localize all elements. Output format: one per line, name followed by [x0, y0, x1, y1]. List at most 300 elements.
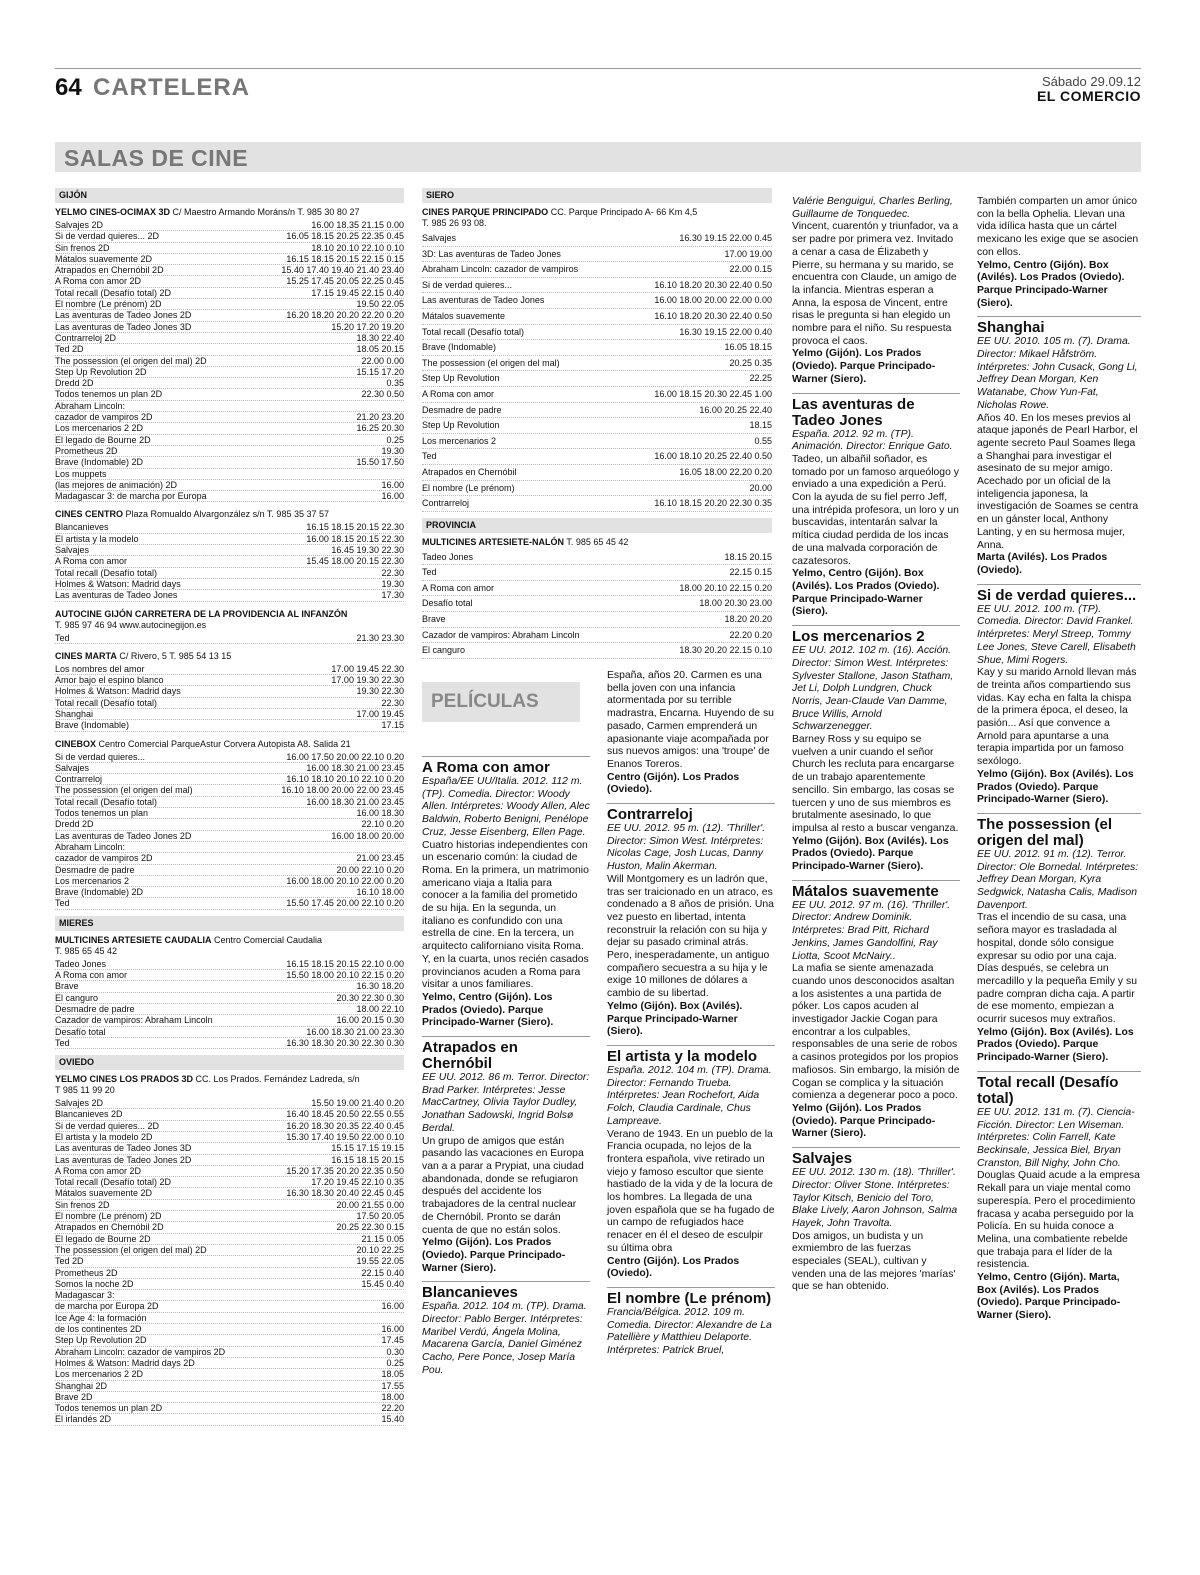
showtime-times: 16.25 20.30 [356, 423, 404, 434]
showtime-times: 16.00 18.15 20.30 22.45 1.00 [654, 388, 772, 399]
showtime-list [55, 522, 404, 601]
film-plot: Verano de 1943. En un pueblo de la Francia ocupada, no lejos de la frontera española, vive retirado un viejo y famoso escultor que siente hastiado de la vida y de la locura de los hombres. La llegada de una joven española que se ha fugado de un campo de refugiados hace renacer en él el deseo de esculpir su última obra [607, 1128, 775, 1254]
showtime-title: Si de verdad quieres... [55, 751, 146, 762]
showtime-times: 18.05 [381, 1369, 404, 1380]
showtime-row [422, 418, 772, 434]
peliculas-title: PELÍCULAS [431, 691, 539, 712]
showtime-row [422, 278, 772, 294]
showtime-times: 16.10 18.15 20.20 22.30 0.35 [654, 498, 772, 509]
showtime-row [422, 371, 772, 387]
showtime-row [55, 698, 404, 709]
showtime-title: Desmadre de padre [422, 404, 502, 415]
showtime-times: 20.25 0.35 [729, 357, 772, 368]
showtime-row [55, 423, 404, 434]
showtime-row [55, 808, 404, 819]
showtime-times: 22.30 [381, 567, 404, 578]
showtime-times: 15.15 17.20 [356, 366, 404, 377]
showtime-title: Cazador de vampiros: Abraham Lincoln [55, 1015, 213, 1026]
cinema-header: MULTICINES ARTESIETE CAUDALIA Centro Comercial Caudalia T. 985 65 45 42 [55, 934, 323, 956]
showtime-row [55, 785, 404, 796]
showtime-row [55, 401, 404, 412]
showtime-title: Las aventuras de Tadeo Jones 2D [55, 310, 192, 321]
showtime-times: 17.15 19.45 22.15 0.40 [311, 287, 404, 298]
showtime-title: Si de verdad quieres... [422, 279, 513, 290]
showtime-times: 17.00 19.45 22.30 [331, 663, 404, 674]
showtime-title: Todos tenemos un plan 2D [55, 389, 163, 400]
region-mieres: MIERES [55, 916, 404, 931]
showtime-title: Salvajes [55, 545, 90, 556]
showtime-row [422, 496, 772, 512]
showtime-title: Tadeo Jones [422, 551, 474, 562]
showtime-row [55, 853, 404, 864]
showtime-title: (las mejores de animación) 2D [55, 479, 178, 490]
showtime-row [422, 449, 772, 465]
film-title: El artista y la modelo [607, 1045, 775, 1065]
showtime-list [55, 959, 404, 1049]
showtime-times: 16.00 18.35 21.15 0.00 [311, 220, 404, 230]
showtime-times: 18.00 [381, 1391, 404, 1402]
showtime-title: Las aventuras de Tadeo Jones 2D [55, 830, 192, 841]
showtime-times: 15.45 18.00 20.15 22.30 [306, 556, 404, 567]
film-title: Atrapados en Chernóbil [422, 1036, 590, 1072]
showtime-title: Sin frenos 2D [55, 1199, 110, 1210]
showtime-row [55, 1358, 404, 1369]
showtime-title: Abraham Lincoln: cazador de vampiros 2D [55, 1346, 226, 1357]
column-2 [422, 182, 772, 659]
showtime-times: 16.20 18.20 20.20 22.20 0.20 [286, 310, 404, 321]
showtime-title: The possession (el origen del mal) 2D [55, 355, 207, 366]
showtime-row [55, 1403, 404, 1414]
showtime-times: 0.55 [754, 435, 772, 446]
showtime-times: 16.00 18.30 21.00 23.30 [306, 1026, 404, 1037]
showtime-row [55, 522, 404, 533]
showtime-title: Dredd 2D [55, 378, 94, 389]
showtime-row [55, 709, 404, 720]
showtime-times: 21.20 23.20 [356, 412, 404, 423]
showtime-times: 16.30 18.20 [356, 981, 404, 992]
showtime-times: 16.15 18.15 20.15 22.15 0.15 [286, 253, 404, 264]
showtime-title: Mátalos suavemente 2D [55, 253, 153, 264]
film-meta: EE UU. 2012. 91 m. (12). Terror. Director: Ole Bornedal. Intérpretes: Jeffrey Dean Morgan, Kyra Sedgwick, Natasha Calis, Madison Davenport. [977, 848, 1139, 911]
showtime-times: 16.00 [381, 1324, 404, 1335]
showtime-title: Step Up Revolution [422, 420, 500, 431]
showtime-title: Holmes & Watson: Madrid days 2D [55, 1357, 195, 1368]
film-meta: EE UU. 2012. 131 m. (7). Ciencia-Ficción. Director: Len Wiseman. Intérpretes: Colin Farrell, Kate Beckinsale, Jessica Biel, Bryan Cranston, Bill Nighy, John Cho. [977, 1106, 1135, 1169]
section-title: CARTELERA [93, 74, 250, 101]
showtime-times: 17.00 19.45 [356, 708, 404, 719]
showtime-title: El nombre (Le prénom) 2D [55, 299, 162, 310]
showtime-title: Atrapados en Chernóbil [422, 466, 517, 477]
showtime-row [55, 356, 404, 367]
showtime-title: Total recall (Desafío total) [55, 567, 158, 578]
showtime-row [55, 1166, 404, 1177]
showtime-row [55, 568, 404, 579]
showtime-times: 17.30 [381, 590, 404, 601]
salas-band [55, 142, 1141, 172]
showtime-title: Cazador de vampiros: Abraham Lincoln [422, 629, 580, 640]
showtime-title: Brave (Indomable) [422, 342, 497, 353]
showtime-title: Brave 2D [55, 1391, 93, 1402]
showtime-title: Los mercenarios 2 [422, 435, 497, 446]
showtime-times: 18.10 20.10 22.10 0.10 [311, 242, 404, 253]
showtime-times: 22.30 0.50 [361, 389, 404, 400]
region-gijon: GIJÓN [55, 188, 404, 203]
showtime-title: Brave (Indomable) [55, 720, 130, 731]
film-title: Mátalos suavemente [792, 880, 960, 900]
showtime-title: 3D: Las aventuras de Tadeo Jones [422, 248, 561, 259]
showtime-title: A Roma con amor 2D [55, 1165, 142, 1176]
showtime-row [55, 959, 404, 970]
showtime-title: de marcha por Europa 2D [55, 1301, 159, 1312]
showtime-times: 17.55 [381, 1380, 404, 1391]
showtime-times: 16.30 18.30 20.40 22.45 0.45 [286, 1188, 404, 1199]
showtime-title: Prometheus 2D [55, 445, 118, 456]
showtime-row [422, 481, 772, 497]
showtime-times: 21.30 23.30 [356, 632, 404, 643]
showtime-row [55, 763, 404, 774]
showtime-row [55, 254, 404, 265]
showtime-title: cazador de vampiros 2D [55, 853, 153, 864]
film-plot: Tras el incendio de su casa, una señora mayor es trasladada al hospital, donde sólo consigue expresar su odio por una caja. Días después, se celebra un mercadillo y la pequeña Emily y su padre compran dicha caja. A partir de ese momento, empiezan a ocurrir sucesos muy extraños. [977, 912, 1137, 1026]
showtime-times: 15.45 0.40 [361, 1278, 404, 1289]
film-title: Blancanieves [422, 1281, 590, 1301]
showtime-row [55, 876, 404, 887]
showtime-times: 16.20 18.30 20.35 22.40 0.45 [286, 1120, 404, 1131]
showtime-times: 19.30 [381, 445, 404, 456]
showtime-title: Ted 2D [55, 1256, 84, 1267]
showtime-row [55, 1234, 404, 1245]
film-venues: Yelmo, Centro (Gijón). Los Prados (Oviedo). Parque Principado-Warner (Siero). [422, 991, 554, 1029]
showtime-title: Salvajes [55, 762, 90, 773]
showtime-title: Abraham Lincoln: [55, 841, 126, 852]
showtime-row [422, 231, 772, 247]
showtime-row [422, 356, 772, 372]
showtime-title: Step Up Revolution 2D [55, 366, 147, 377]
showtime-times: 17.50 20.05 [356, 1211, 404, 1222]
showtime-title: Holmes & Watson: Madrid days [55, 578, 181, 589]
showtime-row [55, 1121, 404, 1132]
showtime-times: 16.30 18.30 20.30 22.30 0.30 [286, 1037, 404, 1048]
showtime-times: 22.25 [749, 373, 772, 384]
showtime-row [55, 480, 404, 491]
showtime-title: Si de verdad quieres... 2D [55, 1120, 160, 1131]
showtime-times: 15.20 17.20 19.20 [331, 321, 404, 332]
showtime-row [55, 981, 404, 992]
showtime-times: 17.45 [381, 1335, 404, 1346]
cinema-header: MULTICINES ARTESIETE-NALÓN T. 985 65 45 42 [422, 536, 629, 547]
showtime-row [55, 752, 404, 763]
showtime-times: 16.00 18.10 20.25 22.40 0.50 [654, 451, 772, 462]
film-title: The possession (el origen del mal) [977, 813, 1141, 849]
showtime-title: Ted [55, 898, 70, 909]
showtime-title: El nombre (Le prénom) 2D [55, 1211, 162, 1222]
showtime-row [422, 434, 772, 450]
showtime-title: Desafío total [422, 598, 473, 609]
showtime-title: Desmadre de padre [55, 864, 135, 875]
showtime-row [422, 596, 772, 612]
showtime-row [55, 534, 404, 545]
region-siero: SIERO [422, 188, 772, 203]
showtime-times: 18.30 22.40 [356, 332, 404, 343]
showtime-row [55, 579, 404, 590]
showtime-times: 17.00 19.00 [724, 248, 772, 259]
column-2-films [422, 750, 590, 1378]
showtime-list [55, 752, 404, 910]
showtime-title: Atrapados en Chernóbil 2D [55, 1222, 164, 1233]
showtime-row [422, 340, 772, 356]
showtime-row [55, 389, 404, 400]
showtime-list [55, 633, 404, 644]
film-meta: EE UU. 2010. 105 m. (7). Drama. Director: Mikael Håfström. Intérpretes: John Cusack, Gong Li, Jeffrey Dean Morgan, Ken Watanabe, Chow Yun-Fat, Nicholas Rowe. [977, 336, 1138, 411]
showtime-title: Las aventuras de Tadeo Jones 2D [55, 1154, 192, 1165]
showtime-row [55, 469, 404, 480]
showtime-row [55, 797, 404, 808]
showtime-row [55, 288, 404, 299]
showtime-title: A Roma con amor [55, 556, 128, 567]
film-title: Las aventuras de Tadeo Jones [792, 393, 960, 429]
showtime-row [55, 842, 404, 853]
film-meta: EE UU. 2012. 102 m. (16). Acción. Director: Simon West. Intérpretes: Sylvester Stallone, Jason Statham, Jet Li, Dolph Lundgren, Chuck Norris, Jean-Claude Van Damme, Bruce Willis, Arnold Schwarzenegger. [792, 645, 954, 733]
showtime-row [55, 1414, 404, 1425]
showtime-row [55, 720, 404, 731]
peliculas-band [422, 682, 580, 722]
showtime-row [55, 1132, 404, 1143]
showtime-times: 22.15 0.15 [729, 567, 772, 578]
showtime-row [55, 686, 404, 697]
showtime-title: Ted [55, 632, 70, 643]
showtime-row [55, 1324, 404, 1335]
showtime-times: 15.25 17.45 20.05 22.25 0.45 [286, 276, 404, 287]
film-venues: Yelmo, Centro (Gijón). Box (Avilés). Los Prados (Oviedo). Parque Principado-Warner (Siero). [792, 568, 940, 618]
column-4 [792, 196, 960, 1294]
film-venues: Yelmo, Centro (Gijón). Marta, Box (Avilés). Los Prados (Oviedo). Parque Principado-Warner (Siero). [977, 1272, 1121, 1322]
showtime-times: 22.15 0.40 [361, 1267, 404, 1278]
showtime-times: 22.00 0.15 [729, 264, 772, 275]
film-venues: Yelmo (Gijón). Los Prados (Oviedo). Parque Principado-Warner (Siero). [792, 1103, 936, 1140]
showtime-title: Total recall (Desafío total) 2D [55, 1177, 172, 1188]
showtime-times: 18.30 20.20 22.15 0.10 [679, 645, 772, 656]
showtime-row [55, 1268, 404, 1279]
showtime-times: 19.30 [381, 578, 404, 589]
showtime-times: 17.20 19.45 22.10 0.35 [311, 1177, 404, 1188]
film-meta: EE UU. 2012. 100 m. (TP). Comedia. Director: David Frankel. Intérpretes: Meryl Streep, Tommy Lee Jones, Steve Carell, Elisabeth Shue, Mimi Rogers. [977, 603, 1136, 666]
showtime-title: The possession (el origen del mal) 2D [55, 1244, 207, 1255]
showtime-row [55, 1301, 404, 1312]
top-rule [55, 68, 1141, 69]
showtime-row [55, 590, 404, 601]
showtime-row [55, 865, 404, 876]
showtime-title: El canguro [55, 992, 99, 1003]
showtime-row [422, 309, 772, 325]
film-plot: Barney Ross y su equipo se vuelven a unir cuando el señor Church les recluta para encargarse de un trabajo aparentemente sencillo. Sin embargo, las cosas se tuercen y uno de sus miembros es brutalmente asesinado, lo que impulsa al resto a buscar venganza. [792, 734, 959, 834]
showtime-title: El legado de Bourne 2D [55, 1233, 151, 1244]
showtime-title: A Roma con amor [422, 388, 495, 399]
cinema-header: CINES MARTA C/ Rivero, 5 T. 985 54 13 15 [55, 650, 232, 661]
showtime-title: Todos tenemos un plan 2D [55, 1403, 163, 1414]
showtime-times: 0.25 [386, 1357, 404, 1368]
showtime-row [422, 565, 772, 581]
film-title: A Roma con amor [422, 756, 590, 776]
showtime-title: A Roma con amor 2D [55, 276, 142, 287]
showtime-times: 16.10 18.20 20.30 22.40 0.50 [654, 310, 772, 321]
showtime-title: Blancanieves [55, 522, 109, 533]
showtime-title: Desafío total [55, 1026, 106, 1037]
showtime-title: El irlandés 2D [55, 1414, 112, 1425]
cinema-header: CINEBOX Centro Comercial ParqueAstur Corvera Autopista A8. Salida 21 [55, 738, 351, 749]
film-venues: Centro (Gijón). Los Prados (Oviedo). [607, 771, 740, 796]
showtime-times: 22.20 [381, 1403, 404, 1414]
film-venues: Centro (Gijón). Los Prados (Oviedo). [607, 1255, 740, 1280]
showtime-row [55, 1369, 404, 1380]
film-meta: Valérie Benguigui, Charles Berling, Guillaume de Tonquedec. [792, 196, 953, 220]
showtime-row [55, 1143, 404, 1154]
showtime-title: Amor bajo el espino blanco [55, 675, 164, 686]
film-meta: Francia/Bélgica. 2012. 109 m. Comedia. Director: Alexandre de La Patellière y Matthieu Delaporte. Intérpretes: Patrick Bruel, [607, 1306, 772, 1357]
showtime-row [55, 819, 404, 830]
showtime-row [55, 1245, 404, 1256]
film-plot: Un grupo de amigos que están pasando las vacaciones en Europa van a a parar a Prypiat, una ciudad abandonada, donde se refugiaron después del accidente los trabajadores de la central nuclear de Chernóbil. Pronto se darán cuenta de que no están solos. [422, 1135, 584, 1236]
film-plot: Tadeo, un albañil soñador, es tomado por un famoso arqueólogo y enviado a una expedición a Perú. Con la ayuda de su fiel perro Jeff, una intrépida profesora, un loro y un buscavidas, intentarán salvar la mítica ciudad perdida de los incas de una malvada corporación de cazatesoros. [792, 453, 959, 567]
showtime-title: El legado de Bourne 2D [55, 434, 151, 445]
showtime-times: 17.15 [381, 720, 404, 731]
showtime-title: Contrarreloj [55, 774, 103, 785]
showtime-row [55, 446, 404, 457]
showtime-title: Desmadre de padre [55, 1003, 135, 1014]
showtime-title: Dredd 2D [55, 819, 94, 830]
showtime-title: Los muppets [55, 468, 107, 479]
film-meta: EE UU. 2012. 86 m. Terror. Director: Brad Parker. Intérpretes: Jesse MacCartney, Olivia Taylor Dudley, Jonathan Sadowski, Ingrid Bolsø Berdal. [422, 1072, 590, 1134]
showtime-times: 15.30 17.40 19.50 22.00 0.10 [286, 1132, 404, 1142]
showtime-times: 16.10 18.00 20.00 22.00 23.45 [281, 785, 404, 796]
showtime-times: 16.00 18.30 21.00 23.45 [306, 762, 404, 773]
showtime-title: Total recall (Desafío total) 2D [55, 287, 172, 298]
showtime-times: 16.40 18.45 20.50 22.55 0.55 [286, 1109, 404, 1120]
showtime-row [55, 545, 404, 556]
column-1 [55, 182, 404, 1426]
showtime-title: Salvajes [422, 233, 457, 243]
showtime-row [55, 457, 404, 468]
showtime-row [55, 322, 404, 333]
showtime-times: 16.00 18.30 [356, 808, 404, 819]
showtime-times: 16.00 18.15 20.15 22.30 [306, 533, 404, 544]
film-venues: Yelmo (Gijón). Los Prados (Oviedo). Parque Principado-Warner (Siero). [792, 348, 936, 385]
column-3 [607, 670, 775, 1358]
showtime-title: Total recall (Desafío total) [55, 796, 158, 807]
page-number: 64 [55, 74, 82, 101]
showtime-times: 20.00 22.10 0.20 [336, 864, 404, 875]
film-title: El nombre (Le prénom) [607, 1287, 775, 1307]
showtime-title: Brave (Indomable) 2D [55, 887, 144, 898]
region-provincia: PROVINCIA [422, 518, 772, 533]
showtime-title: Ted 2D [55, 344, 84, 355]
showtime-row [55, 664, 404, 675]
showtime-row [55, 1177, 404, 1188]
showtime-times: 15.50 19.00 21.40 0.20 [311, 1098, 404, 1109]
showtime-row [55, 265, 404, 276]
showtime-row [422, 262, 772, 278]
showtime-row [422, 628, 772, 644]
showtime-times: 18.15 [749, 420, 772, 431]
showtime-row [55, 1109, 404, 1120]
showtime-times: 0.35 [386, 378, 404, 389]
showtime-times: 15.15 17.15 19.15 [331, 1143, 404, 1154]
showtime-times: 16.05 18.15 [724, 342, 772, 353]
showtime-times: 16.00 20.25 22.40 [699, 404, 772, 415]
showtime-title: Brave [55, 981, 79, 992]
showtime-list [422, 550, 772, 659]
film-title: Los mercenarios 2 [792, 625, 960, 645]
showtime-row [422, 325, 772, 341]
showtime-times: 22.30 [381, 697, 404, 708]
showtime-times: 20.30 22.30 0.30 [336, 992, 404, 1003]
showtime-title: Mátalos suavemente [422, 310, 506, 321]
film-title: Total recall (Desafío total) [977, 1071, 1141, 1107]
showtime-row [55, 675, 404, 686]
showtime-times: 22.00 0.00 [361, 355, 404, 366]
showtime-row [55, 887, 404, 898]
showtime-times: 20.10 22.25 [356, 1244, 404, 1255]
showtime-title: Si de verdad quieres... 2D [55, 231, 160, 242]
showtime-title: Ice Age 4: la formación [55, 1312, 147, 1323]
showtime-times: 21.00 23.45 [356, 853, 404, 864]
showtime-title: Ted [422, 451, 437, 462]
showtime-title: Tadeo Jones [55, 958, 107, 969]
showtime-times: 15.50 18.00 20.10 22.15 0.20 [286, 970, 404, 981]
showtime-times: 22.10 0.20 [361, 819, 404, 830]
showtime-times: 20.25 22.30 0.15 [336, 1222, 404, 1233]
showtime-list [55, 220, 404, 502]
showtime-times: 15.50 17.45 20.00 22.10 0.20 [286, 898, 404, 909]
film-plot: Años 40. En los meses previos al ataque japonés de Pearl Harbor, el agente secreto Paul Soames llega a Shanghai para investigar el asesinato de su mejor amigo. Acechado por un oficial de la inteligencia japonesa, la investigación de Soames se centra en un gánster local, Anthony Lanting, y en su hermosa mujer, Anna. [977, 412, 1139, 551]
showtime-row [55, 231, 404, 242]
film-venues: Marta (Avilés). Los Prados (Oviedo). [977, 552, 1108, 576]
showtime-row [55, 1004, 404, 1015]
showtime-row [55, 1392, 404, 1403]
showtime-title: Brave [422, 614, 446, 625]
showtime-row [55, 310, 404, 321]
showtime-title: Salvajes 2D [55, 220, 104, 230]
showtime-row [55, 633, 404, 644]
column-5 [977, 196, 1141, 1323]
showtime-title: The possession (el origen del mal) [55, 785, 193, 796]
showtime-row [422, 293, 772, 309]
showtime-times: 16.15 18.15 20.15 22.10 0.00 [286, 958, 404, 969]
showtime-times: 18.00 20.30 23.00 [699, 598, 772, 609]
film-meta: España/EE UU/Italia. 2012. 112 m. (TP). Comedia. Director: Woody Allen. Intérpretes: Woody Allen, Alec Baldwin, Roberto Benigni, Penélope Cruz, Jesse Eisenberg, Ellen Page. [422, 776, 590, 838]
film-plot: Dos amigos, un budista y un exmiembro de las fuerzas especiales (SEAL), cultivan y venden una de las mejores 'marías' que se han obtenido. [792, 1230, 956, 1293]
showtime-row [55, 435, 404, 446]
showtime-row [55, 1015, 404, 1026]
film-venues: Yelmo (Gijón). Box (Avilés). Los Prados (Oviedo). Parque Principado-Warner (Siero). [977, 1026, 1134, 1064]
showtime-list [422, 231, 772, 512]
showtime-title: Las aventuras de Tadeo Jones 3D [55, 1143, 192, 1154]
showtime-title: de los continentes 2D [55, 1324, 142, 1335]
showtime-row [55, 1211, 404, 1222]
showtime-title: Madagascar 3: [55, 1290, 115, 1301]
film-meta: España. 2012. 92 m. (TP). Animación. Director: Enrique Gato. [792, 428, 953, 453]
showtime-title: Contrarreloj 2D [55, 332, 117, 343]
salas-title: SALAS DE CINE [64, 145, 249, 171]
showtime-row [422, 612, 772, 628]
showtime-title: Ted [422, 567, 437, 578]
showtime-title: Salvajes 2D [55, 1098, 104, 1109]
region-oviedo: OVIEDO [55, 1055, 404, 1070]
showtime-row [55, 993, 404, 1004]
showtime-times: 16.00 20.15 0.30 [336, 1015, 404, 1026]
showtime-times: 16.00 18.30 21.00 23.45 [306, 796, 404, 807]
showtime-row [55, 1200, 404, 1211]
showtime-title: Blancanieves 2D [55, 1109, 123, 1120]
